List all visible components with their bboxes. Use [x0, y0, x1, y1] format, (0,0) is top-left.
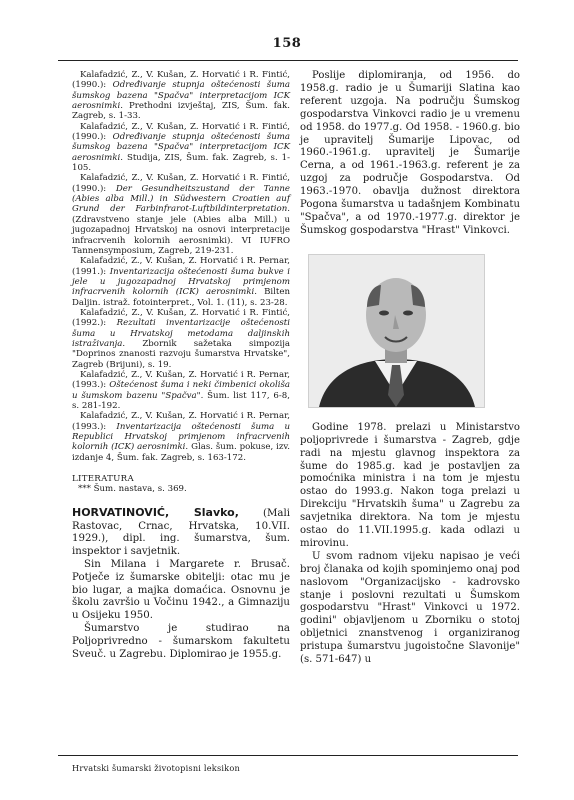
footer-rule — [58, 755, 518, 756]
career-paragraph: U svom radnom vijeku napisao je veći broj članaka od kojih spominjemo onaj pod naslovom "Organizacijsko - kadrovsko stanje i poslovni rezultati u Šumskom gospodarstvu "Hrast" Vinkovci u 1972. godini" objavljenom u Zborniku o stotoj obljetnici znanstvenog i organiziranog pristupa šumarstvu jugoistočne Slavonije" (s. 571-647) u — [300, 550, 520, 666]
career-paragraph: Poslije diplomiranja, od 1956. do 1958.g. radio je u Šumariji Slatina kao referent uzgoja. Na području Šumskog gospodarstva Vinkovci radio je u vremenu od 1958. do 1977.g. Od 1958. - 1960.g. bio je upravitelj Šumarije Lipovac, od 1960.-1961.g. upravitelj je Šumarije Cerna, a od 1961.-1963.g. referent je za uzgoj za područje Gospodarstva. Od 1963.-1970. obavlja dužnost direktora Pogona šumarstva u tadašnjem Kombinatu "Spačva", a od 1970.-1977.g. direktor je Šumskog gospodarstva "Hrast" Vinkovci. — [300, 70, 520, 236]
bio-paragraph: Šumarstvo je studirao na Poljoprivredno - šumarskom fakultetu Sveuč. u Zagrebu. Diplomirao je 1955.g. — [72, 622, 290, 660]
career-paragraph: Godine 1978. prelazi u Ministarstvo poljoprivrede i šumarstva - Zagreb, gdje radi na mjestu glavnog inspektora za šume do 1985.g. kad je postavljen za pomoćnika ministra i na tom je mjestu ostao do 1993.g. Nakon toga prelazi u Direkciju "Hrvatskih šuma" u Zagrebu za savjetnika direktora. Na tom je mjestu ostao do 11.VII.1995.g. kada odlazi u mirovinu. — [300, 421, 520, 549]
reference-title: Oštećenost šuma i neki čimbenici okoliša u šumskom bazenu "Spačva". — [72, 380, 290, 401]
reference-source: Studija, ZIS, Šum. fak. Zagreb, s. 1-105. — [72, 152, 290, 174]
reference-item — [72, 411, 290, 463]
reference-source: Šum. list 117, 6-8, s. 281-192. — [72, 390, 291, 411]
reference-source: Zbornik sažetaka simpozija "Doprinos znanosti razvoju šumarstva Hrvatske", Zagreb (Brijuni), s. 19. — [72, 338, 290, 370]
reference-authors: Kalafadzić, Z., V. Kušan, Z. Horvatić i R. Fintić, (1990.): — [72, 70, 290, 91]
reference-authors: Kalafadzić, Z., V. Kušan, Z. Horvatić i R. Pernar, (1991.): — [72, 256, 290, 277]
reference-title: Određivanje stupnja oštećenosti šuma šumskog bazena "Spačva" interpretacijom ICK aerosnimki. — [72, 80, 291, 112]
reference-title: Der Gesundheitszustand der Tanne (Abies alba Mill.) in Südwestern Croatien auf Grund der Farbinfrarot-Luftbildinterpretation. — [72, 183, 290, 215]
reference-authors: Kalafadzić, Z., V. Kušan, Z. Horvatić i R. Fintić, (1990.): — [72, 173, 290, 194]
reference-source: (Zdravstveno stanje jele (Abies alba Mill.) u jugozapadnoj Hrvatskoj na osnovi interpretacije infracrvenih kolornih aerosnimki). VI IUFRO Tannensymposium, Zagreb, 219-231. — [72, 214, 290, 256]
reference-item — [72, 70, 290, 122]
reference-authors: Kalafadzić, Z., V. Kušan, Z. Horvatić i R. Pernar, (1993.): — [72, 411, 290, 432]
bio-paragraph: Sin Milana i Margarete r. Brusač. Potječe iz šumarske obitelji: otac mu je bio lugar, a majka domaćica. Osnovnu je školu završio u Vočinu 1942., a Gimnaziju u Osijeku 1950. — [72, 558, 290, 622]
footer-text: Hrvatski šumarski životopisni leksikon — [72, 763, 240, 773]
reference-list — [72, 70, 290, 463]
reference-source: Glas. šum. pokuse, izv. izdanje 4, Šum. fak. Zagreb, s. 163-172. — [72, 442, 290, 463]
reference-authors: Kalafadzić, Z., V. Kušan, Z. Horvatić i R. Pernar, (1993.): — [72, 369, 290, 391]
reference-item — [72, 173, 290, 256]
reference-title: Inventarizacija oštećenosti šuma u Republici Hrvatskoj primjenom infracrvenih kolornih (ICK) aerosnimki. — [72, 421, 290, 453]
literature-item: *** Šum. nastava, s. 369. — [78, 484, 187, 495]
reference-item — [72, 370, 290, 411]
reference-item — [72, 256, 290, 308]
page-number: 158 — [272, 36, 302, 51]
reference-item — [72, 122, 290, 174]
header-rule — [58, 60, 518, 61]
reference-title: Rezultati inventarizacije oštećenosti šuma u Hrvatskoj metodama daljinskih istraživanja. — [72, 318, 291, 349]
entry-details: (Mali Rastovac, Crnac, Hrvatska, 10.VII. 1929.), dipl. ing. šumarstva, šum. inspektor i savjetnik. — [72, 507, 290, 558]
literature-heading: LITERATURA — [72, 474, 134, 485]
reference-source: Prethodni izvještaj, ZIS, Šum. fak. Zagreb, s. 1-33. — [72, 101, 290, 122]
reference-title: Određivanje stupnja oštećenosti šuma šumskog bazena "Spačva" interpretacijom ICK aerosnimki. — [72, 132, 291, 163]
entry-name: HORVATINOVIĆ, Slavko, — [72, 505, 239, 519]
reference-item — [72, 308, 290, 370]
reference-authors: Kalafadzić, Z., V. Kušan, Z. Horvatić i R. Fintić, (1992.): — [72, 307, 290, 329]
portrait-photo — [308, 254, 485, 408]
reference-source: Bilten Daljin. istraž. fotointerpret., Vol. 1. (11), s. 23-28. — [72, 287, 290, 308]
entry-heading — [72, 507, 290, 559]
reference-title: Inventarizacija oštećenosti šuma bukve i jele u jugozapadnoj Hrvatskoj primjenom infracrvenih kolornih (ICK) aerosnimki. — [72, 266, 290, 298]
reference-authors: Kalafadzić, Z., V. Kušan, Z. Horvatić i R. Fintić, (1990.): — [72, 121, 290, 143]
left-column — [72, 70, 290, 661]
right-column — [300, 70, 520, 667]
